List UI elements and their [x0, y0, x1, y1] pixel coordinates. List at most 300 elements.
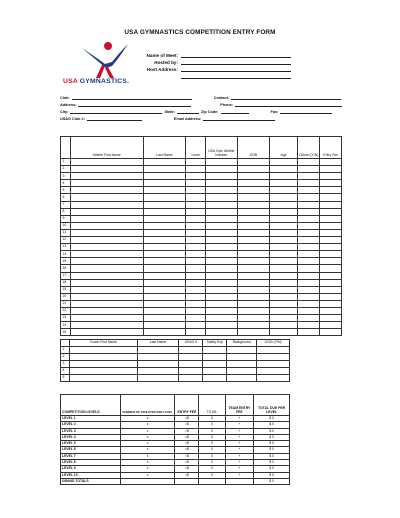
athlete-cell[interactable] [143, 307, 186, 314]
athlete-cell[interactable] [205, 215, 237, 222]
athlete-cell[interactable] [297, 315, 320, 322]
athlete-cell[interactable] [297, 286, 320, 293]
athlete-cell[interactable] [237, 244, 269, 251]
athlete-cell[interactable] [320, 194, 342, 201]
athlete-cell[interactable] [70, 272, 143, 279]
athlete-cell[interactable] [70, 322, 143, 329]
coach-cell[interactable] [137, 360, 179, 367]
brand-gymnastics: GYMNASTICS [77, 78, 128, 85]
athlete-cell[interactable] [143, 208, 186, 215]
level-num-athletes[interactable]: x [120, 434, 175, 440]
athlete-cell[interactable] [143, 279, 186, 286]
athlete-cell[interactable] [270, 272, 298, 279]
coach-cell[interactable] [137, 367, 179, 374]
athlete-cell[interactable] [186, 265, 205, 272]
athlete-cell[interactable] [186, 229, 205, 236]
athlete-cell[interactable] [237, 279, 269, 286]
coach-cell[interactable] [203, 367, 227, 374]
athlete-cell[interactable] [237, 194, 269, 201]
coach-row [61, 374, 290, 381]
athlete-cell[interactable] [186, 272, 205, 279]
athlete-cell[interactable] [70, 229, 143, 236]
athletes-header-row [61, 137, 342, 159]
athlete-cell[interactable] [205, 180, 237, 187]
email-field[interactable] [203, 116, 275, 121]
athlete-cell[interactable] [143, 173, 186, 180]
athlete-cell[interactable] [297, 329, 320, 336]
athlete-cell[interactable] [320, 215, 342, 222]
athlete-cell[interactable] [205, 286, 237, 293]
athlete-cell[interactable] [70, 173, 143, 180]
athlete-cell[interactable] [237, 293, 269, 300]
athlete-cell[interactable] [270, 159, 298, 166]
athlete-cell[interactable] [270, 215, 298, 222]
athlete-cell[interactable] [270, 300, 298, 307]
fax-field[interactable] [280, 109, 332, 114]
athlete-row [61, 159, 342, 166]
athlete-cell[interactable] [237, 173, 269, 180]
level-entry-fee[interactable]: =$ [175, 428, 199, 434]
coach-cell[interactable] [227, 367, 257, 374]
coach-cell[interactable] [257, 360, 290, 367]
athlete-cell[interactable] [186, 293, 205, 300]
athlete-cell[interactable] [270, 244, 298, 251]
athlete-cell[interactable] [270, 322, 298, 329]
athlete-cell[interactable] [320, 166, 342, 173]
athlete-cell[interactable] [297, 201, 320, 208]
host-address-field[interactable] [181, 66, 291, 72]
athlete-cell[interactable] [143, 166, 186, 173]
athlete-cell[interactable] [237, 159, 269, 166]
athlete-cell[interactable] [237, 215, 269, 222]
athlete-cell[interactable] [143, 315, 186, 322]
athlete-cell[interactable] [270, 229, 298, 236]
zip-field[interactable] [221, 109, 249, 114]
athlete-cell[interactable] [320, 173, 342, 180]
athlete-cell[interactable] [205, 265, 237, 272]
level-num-athletes[interactable]: x [120, 422, 175, 428]
coach-cell[interactable] [179, 353, 203, 360]
athlete-cell[interactable] [205, 222, 237, 229]
athlete-cell[interactable] [143, 244, 186, 251]
level-team-fee[interactable]: + [225, 434, 254, 440]
club-field[interactable] [72, 95, 192, 100]
athlete-cell[interactable] [205, 194, 237, 201]
athlete-cell[interactable] [205, 166, 237, 173]
athlete-cell[interactable] [70, 159, 143, 166]
athlete-cell[interactable] [270, 293, 298, 300]
meet-name-field[interactable] [181, 52, 291, 58]
coach-row-number: 2 [61, 353, 70, 360]
athlete-cell[interactable] [70, 166, 143, 173]
athlete-cell[interactable] [186, 322, 205, 329]
athlete-cell[interactable] [297, 300, 320, 307]
athlete-cell[interactable] [320, 251, 342, 258]
athlete-cell[interactable] [270, 315, 298, 322]
coach-cell[interactable] [69, 367, 137, 374]
athlete-cell[interactable] [237, 229, 269, 236]
athlete-cell[interactable] [320, 315, 342, 322]
athlete-cell[interactable] [70, 279, 143, 286]
athlete-cell[interactable] [186, 159, 205, 166]
level-entry-fee[interactable]: =$ [175, 472, 199, 478]
athlete-cell[interactable] [205, 229, 237, 236]
athlete-cell[interactable] [237, 187, 269, 194]
level-team-fee[interactable]: + [225, 460, 254, 466]
level-num-athletes[interactable]: x [120, 460, 175, 466]
athlete-cell[interactable] [320, 322, 342, 329]
athlete-row-number: 2 [61, 166, 71, 173]
athlete-cell[interactable] [270, 307, 298, 314]
athlete-cell[interactable] [205, 237, 237, 244]
athlete-cell[interactable] [320, 293, 342, 300]
athlete-cell[interactable] [143, 159, 186, 166]
athlete-cell[interactable] [297, 237, 320, 244]
coach-cell[interactable] [257, 353, 290, 360]
athlete-cell[interactable] [70, 293, 143, 300]
athlete-cell[interactable] [70, 300, 143, 307]
contact-field[interactable] [231, 95, 341, 100]
athlete-cell[interactable] [186, 258, 205, 265]
athlete-cell[interactable] [270, 201, 298, 208]
athlete-cell[interactable] [320, 307, 342, 314]
athlete-cell[interactable] [320, 329, 342, 336]
coach-cell[interactable] [227, 374, 257, 381]
athlete-cell[interactable] [205, 258, 237, 265]
athlete-cell[interactable] [320, 222, 342, 229]
coach-cell[interactable] [69, 360, 137, 367]
level-total-due: $ 0 [254, 466, 290, 472]
athlete-cell[interactable] [186, 194, 205, 201]
athlete-cell[interactable] [205, 159, 237, 166]
athlete-cell[interactable] [186, 237, 205, 244]
athlete-cell[interactable] [186, 187, 205, 194]
coach-cell[interactable] [179, 374, 203, 381]
athlete-cell[interactable] [237, 329, 269, 336]
athlete-cell[interactable] [205, 279, 237, 286]
athlete-cell[interactable] [186, 307, 205, 314]
athlete-cell[interactable] [270, 237, 298, 244]
coach-cell[interactable] [227, 353, 257, 360]
athlete-cell[interactable] [70, 258, 143, 265]
athlete-cell[interactable] [70, 201, 143, 208]
brand-usa: USA [63, 78, 78, 85]
athlete-cell[interactable] [143, 251, 186, 258]
athlete-cell[interactable] [320, 237, 342, 244]
athlete-cell[interactable] [70, 208, 143, 215]
athlete-cell[interactable] [70, 194, 143, 201]
level-entry-fee[interactable]: =$ [175, 434, 199, 440]
athlete-cell[interactable] [205, 244, 237, 251]
athlete-cell[interactable] [143, 286, 186, 293]
athlete-cell[interactable] [143, 272, 186, 279]
athlete-cell[interactable] [237, 166, 269, 173]
coach-cell[interactable] [227, 346, 257, 353]
level-total: 0 [199, 416, 225, 422]
athlete-cell[interactable] [297, 229, 320, 236]
level-entry-fee[interactable]: =$ [175, 466, 199, 472]
club-row [60, 94, 342, 100]
athlete-cell[interactable] [237, 201, 269, 208]
level-num-athletes[interactable]: x [120, 416, 175, 422]
athlete-cell[interactable] [186, 173, 205, 180]
athlete-cell[interactable] [143, 187, 186, 194]
athlete-cell[interactable] [143, 322, 186, 329]
athlete-cell[interactable] [297, 187, 320, 194]
athlete-cell[interactable] [205, 329, 237, 336]
athlete-cell[interactable] [186, 329, 205, 336]
athlete-cell[interactable] [237, 272, 269, 279]
athlete-cell[interactable] [320, 180, 342, 187]
athlete-cell[interactable] [143, 237, 186, 244]
coach-cell[interactable] [203, 374, 227, 381]
level-team-fee[interactable]: + [225, 416, 254, 422]
athlete-cell[interactable] [237, 251, 269, 258]
athlete-cell[interactable] [320, 265, 342, 272]
level-team-fee[interactable]: + [225, 428, 254, 434]
athlete-cell[interactable] [270, 187, 298, 194]
athlete-cell[interactable] [70, 187, 143, 194]
level-num-athletes[interactable]: x [120, 428, 175, 434]
athlete-cell[interactable] [70, 265, 143, 272]
athlete-cell[interactable] [143, 293, 186, 300]
athlete-cell[interactable] [186, 222, 205, 229]
level-num-athletes[interactable]: x [120, 466, 175, 472]
athlete-cell[interactable] [143, 300, 186, 307]
athlete-cell[interactable] [237, 322, 269, 329]
athlete-cell[interactable] [205, 201, 237, 208]
phone-field[interactable] [235, 102, 342, 107]
athlete-cell[interactable] [205, 300, 237, 307]
athlete-cell[interactable] [143, 215, 186, 222]
athlete-cell[interactable] [297, 279, 320, 286]
athlete-cell[interactable] [297, 215, 320, 222]
coach-cell[interactable] [203, 353, 227, 360]
athlete-cell[interactable] [297, 222, 320, 229]
athlete-cell[interactable] [297, 159, 320, 166]
coach-cell[interactable] [179, 346, 203, 353]
level-entry-fee[interactable]: =$ [175, 441, 199, 447]
athlete-cell[interactable] [320, 272, 342, 279]
athlete-cell[interactable] [186, 315, 205, 322]
coach-cell[interactable] [257, 346, 290, 353]
athlete-cell[interactable] [205, 315, 237, 322]
athlete-cell[interactable] [205, 173, 237, 180]
coach-cell[interactable] [179, 360, 203, 367]
level-total-due: $ 0 [254, 428, 290, 434]
athlete-cell[interactable] [320, 229, 342, 236]
athlete-cell[interactable] [186, 201, 205, 208]
athlete-cell[interactable] [270, 208, 298, 215]
level-team-fee[interactable]: + [225, 472, 254, 478]
athlete-cell[interactable] [297, 258, 320, 265]
coach-cell[interactable] [69, 346, 137, 353]
athlete-cell[interactable] [297, 166, 320, 173]
athlete-cell[interactable] [70, 215, 143, 222]
athlete-cell[interactable] [297, 173, 320, 180]
athlete-cell[interactable] [320, 300, 342, 307]
athlete-cell[interactable] [186, 180, 205, 187]
athlete-cell[interactable] [297, 208, 320, 215]
coach-cell[interactable] [227, 360, 257, 367]
athlete-cell[interactable] [270, 279, 298, 286]
athlete-row [61, 279, 342, 286]
level-num-athletes[interactable]: x [120, 441, 175, 447]
athlete-cell[interactable] [143, 265, 186, 272]
level-entry-fee[interactable]: =$ [175, 422, 199, 428]
athletes-table [60, 136, 342, 336]
athlete-cell[interactable] [70, 237, 143, 244]
level-entry-fee[interactable]: =$ [175, 416, 199, 422]
athlete-cell[interactable] [186, 251, 205, 258]
athlete-cell[interactable] [237, 208, 269, 215]
athlete-cell[interactable] [237, 307, 269, 314]
coaches-header-cell: Background [227, 340, 257, 347]
athlete-cell[interactable] [237, 237, 269, 244]
athlete-cell[interactable] [320, 201, 342, 208]
athlete-cell[interactable] [70, 329, 143, 336]
athlete-cell[interactable] [143, 180, 186, 187]
city-field[interactable] [70, 109, 162, 114]
athlete-cell[interactable] [70, 244, 143, 251]
athlete-cell[interactable] [270, 258, 298, 265]
coach-cell[interactable] [137, 374, 179, 381]
athlete-cell[interactable] [320, 279, 342, 286]
athlete-cell[interactable] [186, 244, 205, 251]
athlete-cell[interactable] [297, 194, 320, 201]
athlete-cell[interactable] [270, 173, 298, 180]
level-entry-fee[interactable]: =$ [175, 453, 199, 459]
athlete-cell[interactable] [237, 258, 269, 265]
athlete-cell[interactable] [143, 194, 186, 201]
athlete-cell[interactable] [270, 265, 298, 272]
athlete-cell[interactable] [205, 293, 237, 300]
athlete-cell[interactable] [320, 258, 342, 265]
level-label: LEVEL 3 [61, 428, 121, 434]
athlete-cell[interactable] [143, 201, 186, 208]
level-entry-fee[interactable]: =$ [175, 447, 199, 453]
coaches-header-cell: USAG # [179, 340, 203, 347]
level-num-athletes[interactable]: x [120, 447, 175, 453]
coach-cell[interactable] [69, 353, 137, 360]
coach-cell[interactable] [69, 374, 137, 381]
athlete-cell[interactable] [320, 286, 342, 293]
level-total: 0 [199, 434, 225, 440]
athlete-cell[interactable] [297, 272, 320, 279]
athlete-cell[interactable] [70, 180, 143, 187]
athlete-cell[interactable] [237, 222, 269, 229]
level-team-fee[interactable]: + [225, 447, 254, 453]
athlete-cell[interactable] [186, 286, 205, 293]
level-team-fee[interactable]: + [225, 441, 254, 447]
athlete-cell[interactable] [205, 307, 237, 314]
hosted-by-field[interactable] [181, 59, 291, 65]
level-team-fee[interactable]: + [225, 422, 254, 428]
athlete-cell[interactable] [237, 315, 269, 322]
athlete-cell[interactable] [320, 187, 342, 194]
coach-cell[interactable] [257, 367, 290, 374]
level-num-athletes[interactable]: x [120, 453, 175, 459]
athlete-cell[interactable] [297, 180, 320, 187]
athlete-cell[interactable] [270, 180, 298, 187]
coach-cell[interactable] [179, 367, 203, 374]
coach-cell[interactable] [137, 353, 179, 360]
athlete-row [61, 229, 342, 236]
coach-cell[interactable] [203, 360, 227, 367]
level-total: 0 [199, 466, 225, 472]
athlete-cell[interactable] [186, 208, 205, 215]
level-entry-fee[interactable]: =$ [175, 460, 199, 466]
coach-cell[interactable] [257, 374, 290, 381]
athlete-cell[interactable] [237, 180, 269, 187]
usag-club-field[interactable] [87, 116, 142, 121]
athlete-cell[interactable] [70, 286, 143, 293]
athlete-cell[interactable] [143, 222, 186, 229]
athlete-cell[interactable] [297, 307, 320, 314]
level-team-fee[interactable]: + [225, 466, 254, 472]
athlete-cell[interactable] [143, 329, 186, 336]
address-field[interactable] [78, 102, 191, 107]
coach-cell[interactable] [137, 346, 179, 353]
level-team-fee[interactable]: + [225, 453, 254, 459]
athletes-header-cell: Citizen (Y/N) [297, 137, 320, 159]
athletes-num-header [61, 137, 71, 159]
athlete-cell[interactable] [237, 286, 269, 293]
athlete-cell[interactable] [270, 251, 298, 258]
athlete-cell[interactable] [270, 166, 298, 173]
form-title: USA GYMNASTICS COMPETITION ENTRY FORM [124, 29, 276, 36]
athlete-cell[interactable] [70, 251, 143, 258]
athlete-cell[interactable] [297, 251, 320, 258]
athlete-cell[interactable] [143, 229, 186, 236]
athlete-cell[interactable] [237, 265, 269, 272]
athlete-cell[interactable] [186, 166, 205, 173]
athlete-cell[interactable] [186, 279, 205, 286]
level-total: 0 [199, 460, 225, 466]
athletes-header-cell: USA Gym Athlete Number [205, 137, 237, 159]
athlete-cell[interactable] [143, 258, 186, 265]
athlete-cell[interactable] [297, 244, 320, 251]
athlete-cell[interactable] [205, 208, 237, 215]
athlete-cell[interactable] [297, 293, 320, 300]
athlete-cell[interactable] [70, 315, 143, 322]
level-num-athletes[interactable]: x [120, 472, 175, 478]
athlete-cell[interactable] [205, 187, 237, 194]
athlete-cell[interactable] [186, 300, 205, 307]
athlete-cell[interactable] [270, 286, 298, 293]
athlete-cell[interactable] [205, 251, 237, 258]
athlete-cell[interactable] [205, 272, 237, 279]
athlete-cell[interactable] [320, 244, 342, 251]
athlete-cell[interactable] [70, 222, 143, 229]
state-field[interactable] [177, 109, 199, 114]
athlete-cell[interactable] [320, 208, 342, 215]
coach-cell[interactable] [203, 346, 227, 353]
athlete-cell[interactable] [297, 265, 320, 272]
athlete-cell[interactable] [270, 329, 298, 336]
athlete-cell[interactable] [237, 300, 269, 307]
athlete-cell[interactable] [70, 307, 143, 314]
athlete-cell[interactable] [270, 194, 298, 201]
athlete-row-number: 6 [61, 194, 71, 201]
athlete-cell[interactable] [270, 222, 298, 229]
athlete-cell[interactable] [205, 322, 237, 329]
host-address-field-2[interactable] [181, 73, 291, 79]
athlete-cell[interactable] [186, 215, 205, 222]
athletes-header-cell: Entry Fee [320, 137, 342, 159]
athlete-cell[interactable] [320, 159, 342, 166]
athlete-cell[interactable] [297, 322, 320, 329]
